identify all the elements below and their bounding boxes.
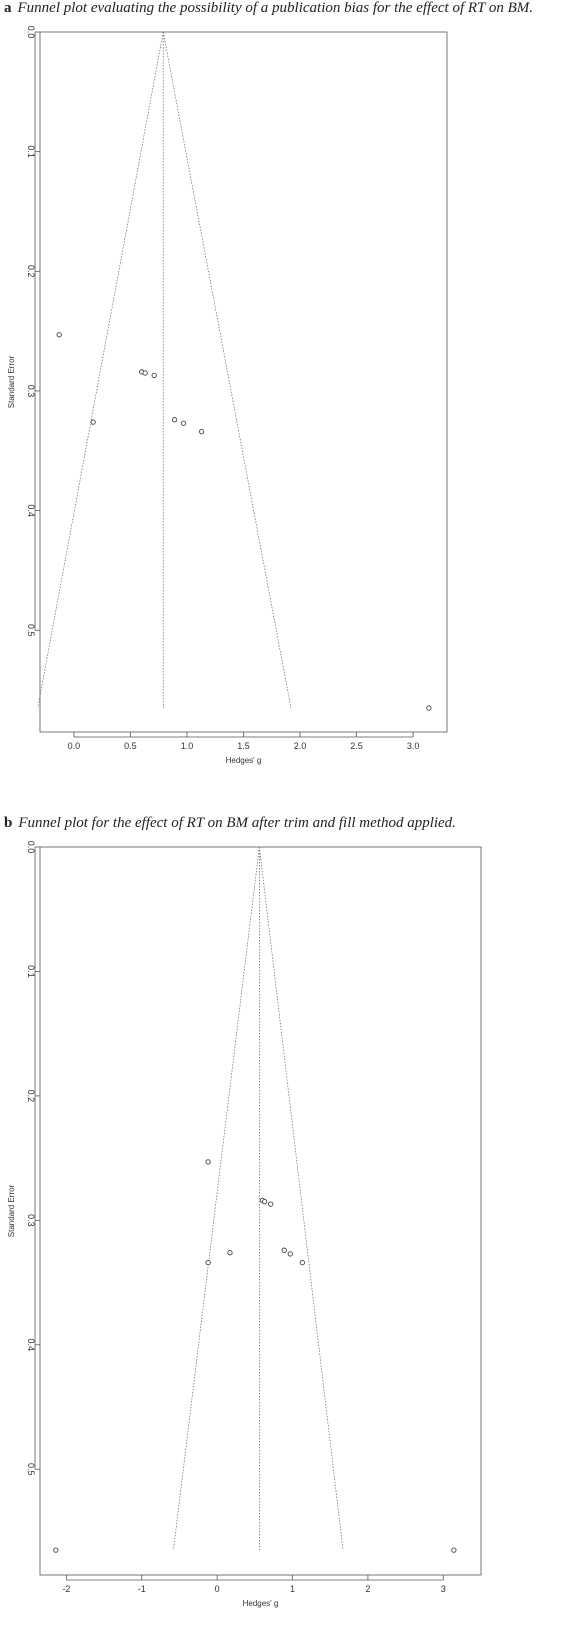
study-point: [300, 1260, 304, 1264]
x-axis-label: Hedges' g: [242, 1599, 279, 1608]
panel-a-title: [4, 0, 533, 17]
x-axis-label: Hedges' g: [225, 756, 262, 765]
plot-frame: [40, 847, 481, 1575]
funnel-right-line: [259, 847, 343, 1550]
study-point: [268, 1202, 272, 1206]
x-tick-label: 2.0: [293, 741, 307, 751]
funnel-plot-a: [0, 20, 577, 810]
study-point: [228, 1250, 232, 1254]
y-tick-label: 0.2: [26, 265, 36, 278]
y-tick-label: 0.2: [26, 1089, 36, 1103]
x-tick-label: 2: [365, 1584, 371, 1594]
x-tick-label: 1.5: [237, 741, 250, 751]
x-tick-label: 3.0: [406, 741, 420, 751]
y-axis-label: Standard Error: [7, 355, 16, 409]
panel-b-caption: Funnel plot for the effect of RT on BM after trim and fill method applied.: [18, 815, 456, 831]
x-tick-label: 3: [440, 1584, 446, 1594]
x-tick-label: 0.5: [124, 741, 137, 751]
study-point: [427, 706, 431, 710]
funnel-left-line: [173, 847, 259, 1550]
y-tick-label: 0.5: [26, 624, 36, 637]
study-point: [282, 1248, 286, 1252]
x-tick-label: 1: [290, 1584, 296, 1594]
panel-a-letter: a: [4, 0, 12, 16]
funnel-plot-b: [0, 835, 577, 1650]
x-tick-label: 2.5: [350, 741, 363, 751]
y-tick-label: 0.3: [26, 1214, 36, 1227]
plot-frame: [40, 32, 447, 732]
study-point: [91, 420, 95, 424]
x-tick-label: 1.0: [180, 741, 194, 751]
x-tick-label: -2: [62, 1584, 71, 1594]
y-axis-label: Standard Error: [7, 1184, 16, 1238]
funnel-right-line: [163, 32, 291, 708]
x-tick-label: 0.0: [67, 741, 81, 751]
study-point: [152, 373, 156, 377]
y-tick-label: 0.0: [26, 25, 36, 39]
study-point: [199, 429, 203, 433]
panel-a-caption: Funnel plot evaluating the possibility of a publication bias for the effect of RT on BM.: [17, 0, 534, 16]
x-tick-label: -1: [137, 1584, 146, 1594]
y-tick-label: 0.3: [26, 384, 36, 398]
y-tick-label: 0.1: [26, 965, 36, 978]
panel-b-letter: b: [4, 815, 13, 831]
study-point: [452, 1548, 456, 1552]
funnel-left-line: [38, 32, 163, 708]
x-tick-label: 0: [214, 1584, 220, 1594]
panel-b-title: [4, 815, 456, 832]
y-tick-label: 0.5: [26, 1462, 36, 1476]
y-tick-label: 0.4: [26, 504, 36, 517]
y-tick-label: 0.1: [26, 145, 36, 158]
y-tick-label: 0.0: [26, 840, 36, 854]
study-point: [206, 1160, 210, 1164]
study-point: [143, 371, 147, 375]
study-point: [206, 1260, 210, 1264]
study-point: [57, 333, 61, 337]
study-point: [181, 421, 185, 425]
study-point: [262, 1199, 266, 1203]
study-point: [172, 417, 176, 421]
study-point: [54, 1548, 58, 1552]
y-tick-label: 0.4: [26, 1338, 36, 1352]
study-point: [288, 1252, 292, 1256]
